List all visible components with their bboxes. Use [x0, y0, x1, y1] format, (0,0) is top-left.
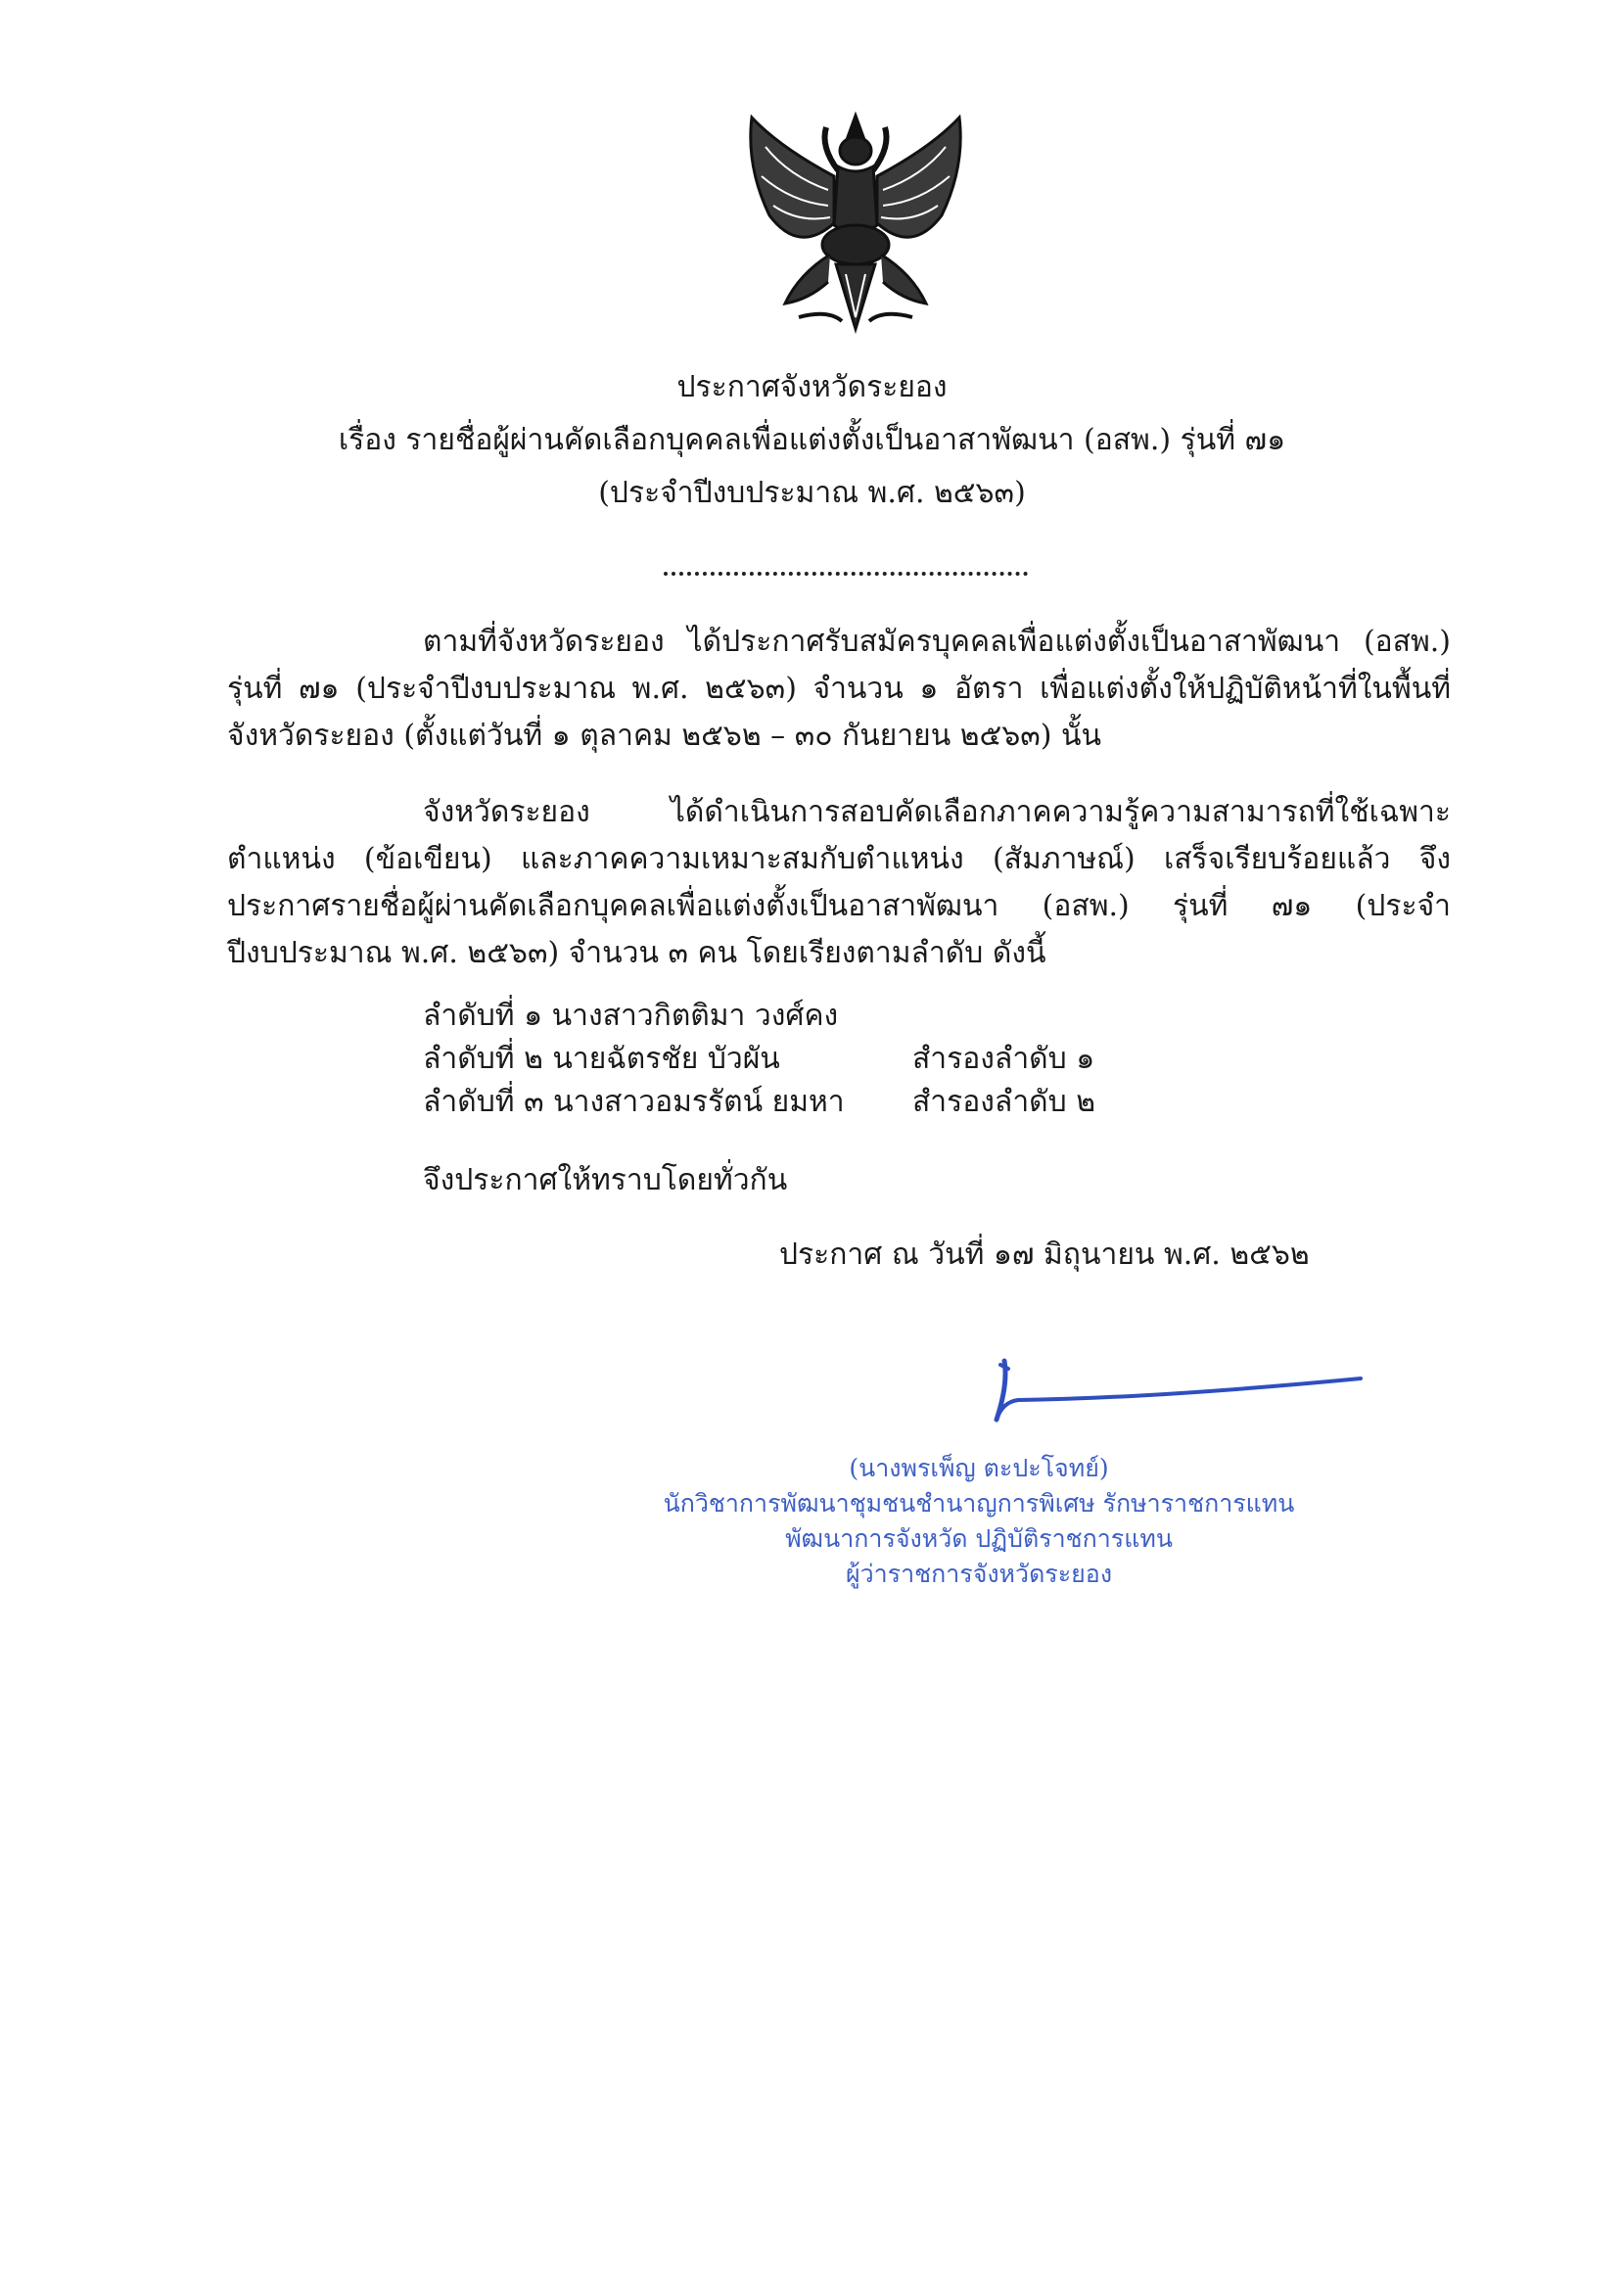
paragraph-1-text: ตามที่จังหวัดระยอง ได้ประกาศรับสมัครบุคคลเพื่อแต่งตั้งเป็นอาสาพัฒนา (อสพ.) รุ่นที่ ๗๑ (ประจำปีงบประมาณ พ.ศ. ๒๕๖๓) จำนวน ๑ อัตรา เพื่อแต่งตั้งให้ปฏิบัติหน้าที่ในพื้นที่จังหวัดระยอง (ตั้งแต่วันที่ ๑ ตุลาคม ๒๕๖๒ – ๓๐ กันยายน ๒๕๖๓) นั้น [227, 625, 1451, 753]
dotted-separator [664, 568, 1028, 576]
signatory-name: (นางพรเพ็ญ ตะปะโจทย์) [849, 1454, 1109, 1482]
candidate-entry: ลำดับที่ ๒ นายฉัตรชัย บัวผัน [423, 1042, 780, 1076]
candidate-entry: ลำดับที่ ๑ นางสาวกิตติมา วงศ์คง [423, 999, 839, 1033]
garuda-emblem-icon [740, 108, 971, 339]
signatory-position-3: ผู้ว่าราชการจังหวัดระยอง [845, 1560, 1113, 1588]
paragraph-2-text: จังหวัดระยอง ได้ดำเนินการสอบคัดเลือกภาคความรู้ความสามารถที่ใช้เฉพาะตำแหน่ง (ข้อเขียน) และภาคความเหมาะสมกับตำแหน่ง (สัมภาษณ์) เสร็จเรียบร้อยแล้ว จึงประกาศรายชื่อผู้ผ่านคัดเลือกบุคคลเพื่อแต่งตั้งเป็นอาสาพัฒนา (อสพ.) รุ่นที่ ๗๑ (ประจำปีงบประมาณ พ.ศ. ๒๕๖๓) จำนวน ๓ คน โดยเรียงตามลำดับ ดังนี้ [227, 795, 1451, 970]
fiscal-year-heading: (ประจำปีงบประมาณ พ.ศ. ๒๕๖๓) [598, 476, 1026, 510]
signatory-position-1: นักวิชาการพัฒนาชุมชนชำนาญการพิเศษ รักษาราชการแทน [663, 1489, 1295, 1518]
candidate-note: สำรองลำดับ ๑ [912, 1042, 1095, 1076]
closing-statement: จึงประกาศให้ทราบโดยทั่วกัน [423, 1163, 788, 1197]
signatory-block [626, 1451, 1331, 1592]
paragraph-1 [227, 619, 1451, 760]
candidate-note: สำรองลำดับ ๒ [912, 1085, 1096, 1119]
issuer-heading: ประกาศจังหวัดระยอง [676, 370, 948, 404]
signatory-position-2: พัฒนาการจังหวัด ปฏิบัติราชการแทน [785, 1524, 1173, 1553]
subject-heading: เรื่อง รายชื่อผู้ผ่านคัดเลือกบุคคลเพื่อแต่งตั้งเป็นอาสาพัฒนา (อสพ.) รุ่นที่ ๗๑ [338, 423, 1286, 457]
paragraph-2 [227, 789, 1451, 977]
candidate-entry: ลำดับที่ ๓ นางสาวอมรรัตน์ ยมหา [423, 1085, 845, 1119]
handwritten-signature [979, 1351, 1370, 1429]
date-line: ประกาศ ณ วันที่ ๑๗ มิถุนายน พ.ศ. ๒๕๖๒ [779, 1238, 1310, 1272]
